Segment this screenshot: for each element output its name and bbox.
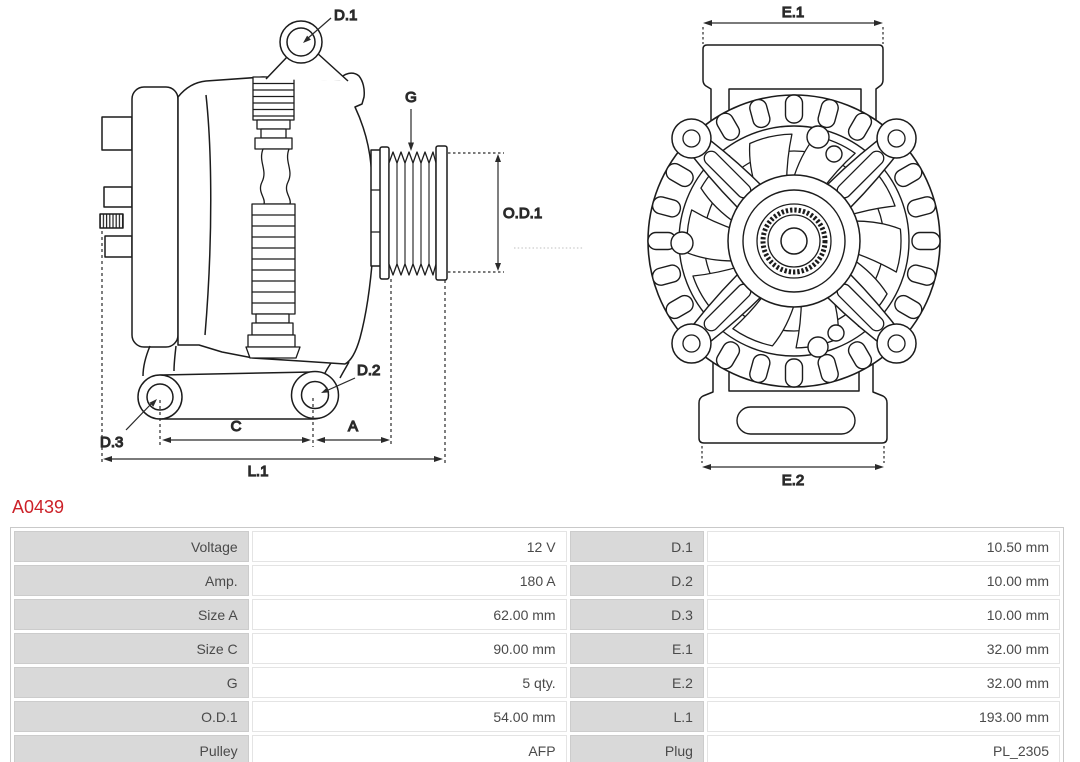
spec-value-cell: 5 qty. xyxy=(252,667,567,698)
spec-row xyxy=(14,667,1060,698)
spec-label-cell: D.1 xyxy=(570,531,704,562)
dim-label-d1: D.1 xyxy=(334,7,358,24)
spec-value-cell: 32.00 mm xyxy=(707,633,1060,664)
spec-row xyxy=(14,599,1060,630)
shaft-bore xyxy=(781,228,807,254)
spec-value-cell: 62.00 mm xyxy=(252,599,567,630)
spec-value-cell: 10.00 mm xyxy=(707,599,1060,630)
dim-label-d3: D.3 xyxy=(100,434,124,451)
spec-row xyxy=(14,565,1060,596)
spec-value-cell: 54.00 mm xyxy=(252,701,567,732)
spec-value-cell: 12 V xyxy=(252,531,567,562)
spec-row xyxy=(14,531,1060,562)
bottom-bracket-slot xyxy=(737,407,855,434)
dim-label-d2: D.2 xyxy=(357,362,381,379)
mount-hole-d2 xyxy=(292,372,339,419)
rear-terminals xyxy=(100,117,132,257)
dim-label-g: G xyxy=(405,89,417,106)
dim-label-e2: E.2 xyxy=(781,472,805,489)
front-view-drawing xyxy=(648,45,940,443)
top-ear xyxy=(266,21,348,81)
spec-label-cell: E.1 xyxy=(570,633,704,664)
spec-label-cell: Size A xyxy=(14,599,249,630)
spec-label-cell: Size C xyxy=(14,633,249,664)
side-view-drawing xyxy=(100,21,447,419)
spec-label-cell: D.3 xyxy=(570,599,704,630)
spec-table xyxy=(10,527,1064,762)
spec-label-cell: Voltage xyxy=(14,531,249,562)
part-number: A0439 xyxy=(12,497,65,517)
spec-label-cell: L.1 xyxy=(570,701,704,732)
spec-label-cell: O.D.1 xyxy=(14,701,249,732)
spec-value-cell: 193.00 mm xyxy=(707,701,1060,732)
spec-value-cell: PL_2305 xyxy=(707,735,1060,762)
spec-value-cell: 180 A xyxy=(252,565,567,596)
spec-label-cell: G xyxy=(14,667,249,698)
dim-label-l1: L.1 xyxy=(247,463,269,480)
spec-label-cell: E.2 xyxy=(570,667,704,698)
dim-label-e1: E.1 xyxy=(781,4,805,21)
pulley xyxy=(371,146,447,280)
spec-value-cell: 10.50 mm xyxy=(707,531,1060,562)
spec-row xyxy=(14,735,1060,762)
spec-label-cell: Plug xyxy=(570,735,704,762)
spec-value-cell: 32.00 mm xyxy=(707,667,1060,698)
spec-label-cell: D.2 xyxy=(570,565,704,596)
spec-row xyxy=(14,633,1060,664)
dim-label-c: C xyxy=(230,418,242,435)
spec-value-cell: AFP xyxy=(252,735,567,762)
spec-value-cell: 10.00 mm xyxy=(707,565,1060,596)
shaft-spline xyxy=(728,175,860,307)
rear-cover xyxy=(132,87,178,347)
spec-value-cell: 90.00 mm xyxy=(252,633,567,664)
spec-row xyxy=(14,701,1060,732)
spec-label-cell: Amp. xyxy=(14,565,249,596)
dim-label-od1: O.D.1 xyxy=(503,205,543,222)
dim-label-a: A xyxy=(347,418,359,435)
spec-label-cell: Pulley xyxy=(14,735,249,762)
